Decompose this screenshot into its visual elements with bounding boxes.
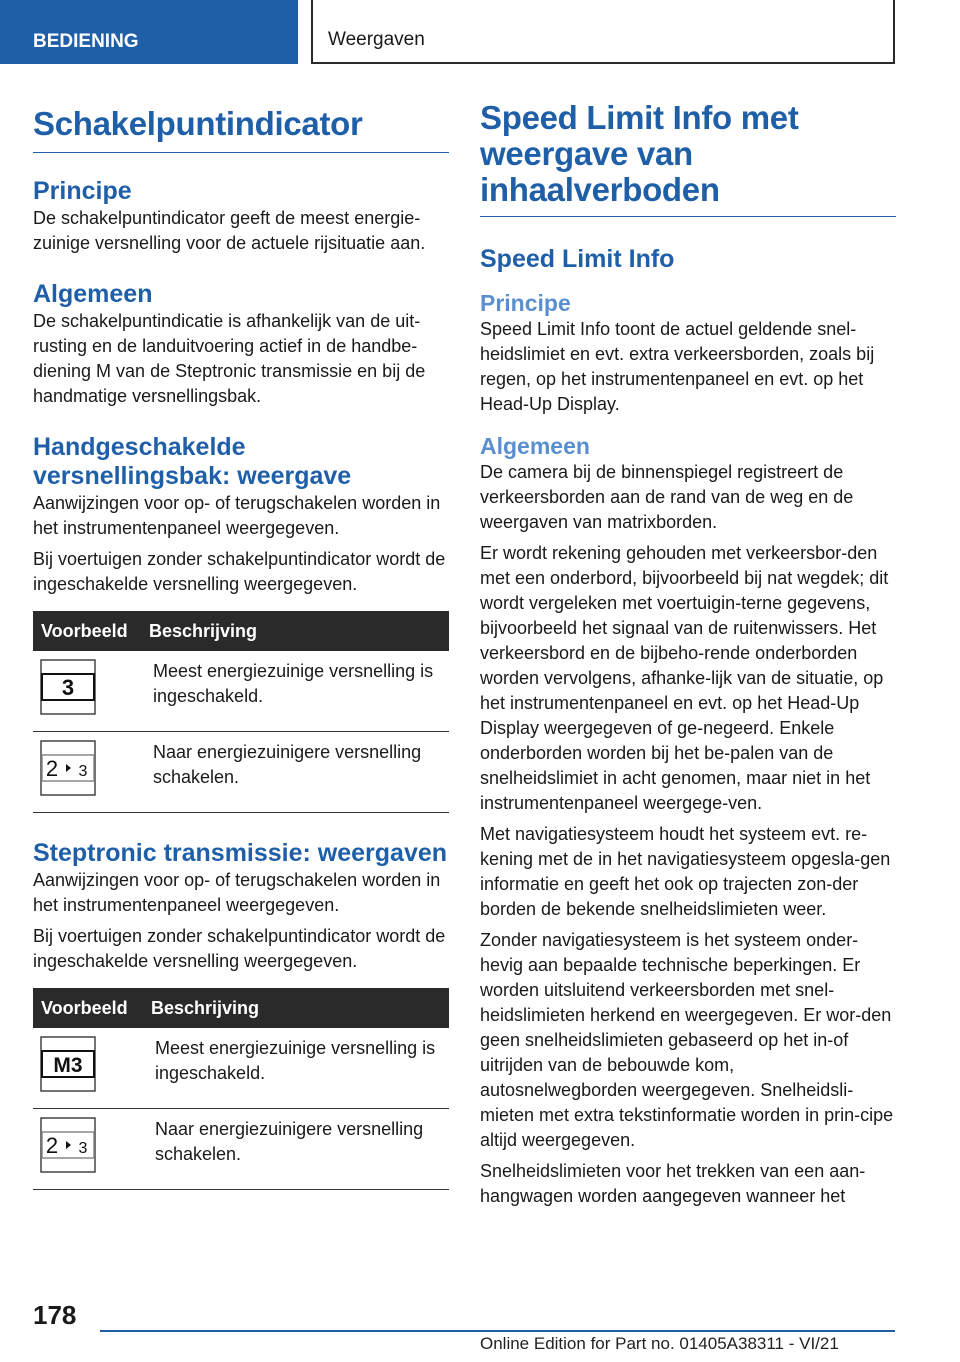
table-cell-description: Naar energiezuinigere versnelling schakelen.: [145, 732, 449, 813]
text-algemeen-p2: Er wordt rekening gehouden met verkeersbor-den met een onderbord, bijvoorbeeld bij nat wegdek; dit wordt vergeleken met voertuigin-terne gegevens, bijvoorbeeld het signaal van de ruitenwissers. Het verkeersbord en de bijbeho-rende onderborden worden vervolgens, afhanke-lijk van de situatie, op het instrumentenpaneel en evt. op het Head-Up Display weergegeven of ge-negeerd. Enkele onderborden worden bij het be-palen van de snelheidslimiet in acht genomen, maar niet in het instrumentenpaneel weergege-ven.: [480, 543, 889, 813]
table-header-description: Beschrijving: [147, 988, 449, 1028]
section-tab: BEDIENING: [0, 0, 298, 64]
table-row: [33, 732, 449, 813]
page-title-shift-indicator: Schakelpuntindicator: [33, 106, 449, 153]
heading-steptronic: Steptronic transmissie: weergaven: [33, 839, 448, 867]
heading-principe-right: Principe: [480, 290, 571, 316]
text-algemeen-p5: Snelheidslimieten voor het trekken van een aan-hangwagen worden aangegeven wanneer het: [480, 1161, 866, 1206]
svg-text:M3: M3: [53, 1054, 83, 1077]
svg-text:3: 3: [78, 763, 88, 780]
chapter-title: Weergaven: [311, 0, 895, 64]
steptronic-gear-table: [33, 988, 449, 1190]
table-row: [33, 651, 449, 732]
footer-divider: [100, 1330, 895, 1332]
manual-gear-table: [33, 611, 449, 813]
edition-info: Online Edition for Part no. 01405A38311 - VI/21: [480, 1334, 839, 1353]
text-steptronic-p1: Aanwijzingen voor op- of terugschakelen worden in het instrumentenpaneel weergegeven.: [33, 870, 441, 915]
heading-algemeen-right: Algemeen: [480, 433, 590, 459]
table-header-example: Voorbeeld: [33, 988, 147, 1028]
svg-text:3: 3: [78, 1140, 88, 1157]
text-manual-p2: Bij voertuigen zonder schakelpuntindicator wordt de ingeschakelde versnelling weergegeven.: [33, 549, 446, 594]
heading-algemeen-left: Algemeen: [33, 280, 153, 308]
page-title-speed-limit-info: Speed Limit Info met weergave van inhaalverboden: [480, 100, 896, 217]
text-principe-right: Speed Limit Info toont de actuel geldende snel-heidslimiet en evt. extra verkeersborden, zoals bij regen, op het instrumentenpaneel en evt. op het Head-Up Display.: [480, 319, 875, 414]
table-row: [33, 1028, 449, 1109]
svg-text:3: 3: [61, 675, 75, 700]
text-principe-left: De schakelpuntindicator geeft de meest energie-zuinige versnelling voor de actuele rijsituatie aan.: [33, 208, 426, 253]
heading-speed-limit-info: Speed Limit Info: [480, 245, 675, 273]
upshift-2-to-3-icon: [40, 1117, 96, 1173]
table-cell-description: Meest energiezuinige versnelling is ingeschakeld.: [147, 1028, 449, 1109]
text-algemeen-p4: Zonder navigatiesysteem is het systeem onder-hevig aan bepaalde technische beperkingen. Er worden uitsluitend verkeersborden met snel-heidslimieten herkend en weergegeven. Er wor-den geen snelheidslimieten gebaseerd op het in-of uitrijden van de bebouwde kom, autosnelwegborden weergegeven. Snelheidsli-mieten met extra tekstinformatie worden in prin-cipe altijd weergegeven.: [480, 930, 894, 1150]
text-algemeen-p1: De camera bij de binnenspiegel registreert de verkeersborden aan de rand van de weg en de weergaven van matrixborden.: [480, 462, 854, 532]
heading-manual-gearbox: Handgeschakelde versnellingsbak: weergave: [33, 433, 352, 490]
table-header-description: Beschrijving: [145, 611, 449, 651]
table-cell-description: Naar energiezuinigere versnelling schakelen.: [147, 1109, 449, 1190]
table-header-example: Voorbeeld: [33, 611, 145, 651]
svg-text:2: 2: [45, 756, 59, 781]
gear-m3-icon: [40, 1036, 96, 1092]
left-column: [33, 100, 449, 1190]
text-manual-p1: Aanwijzingen voor op- of terugschakelen worden in het instrumentenpaneel weergegeven.: [33, 493, 441, 538]
gear-3-icon: [40, 659, 96, 715]
table-row: [33, 1109, 449, 1190]
heading-principe-left: Principe: [33, 177, 132, 205]
text-steptronic-p2: Bij voertuigen zonder schakelpuntindicator wordt de ingeschakelde versnelling weergegeven.: [33, 926, 446, 971]
svg-text:2: 2: [45, 1133, 59, 1158]
right-column: [480, 100, 896, 1215]
text-algemeen-left: De schakelpuntindicatie is afhankelijk van de uit-rusting en de landuitvoering actief in de handbe-diening M van de Steptronic transmissie en bij de handmatige versnellingsbak.: [33, 311, 426, 406]
page-number: 178: [33, 1300, 77, 1330]
upshift-2-to-3-icon: [40, 740, 96, 796]
table-cell-description: Meest energiezuinige versnelling is ingeschakeld.: [145, 651, 449, 732]
text-algemeen-p3: Met navigatiesysteem houdt het systeem evt. re-kening met de in het navigatiesysteem opgesla-gen informatie en geeft het ook op trajecten zon-der borden de bekende snelheidslimieten weer.: [480, 824, 891, 919]
